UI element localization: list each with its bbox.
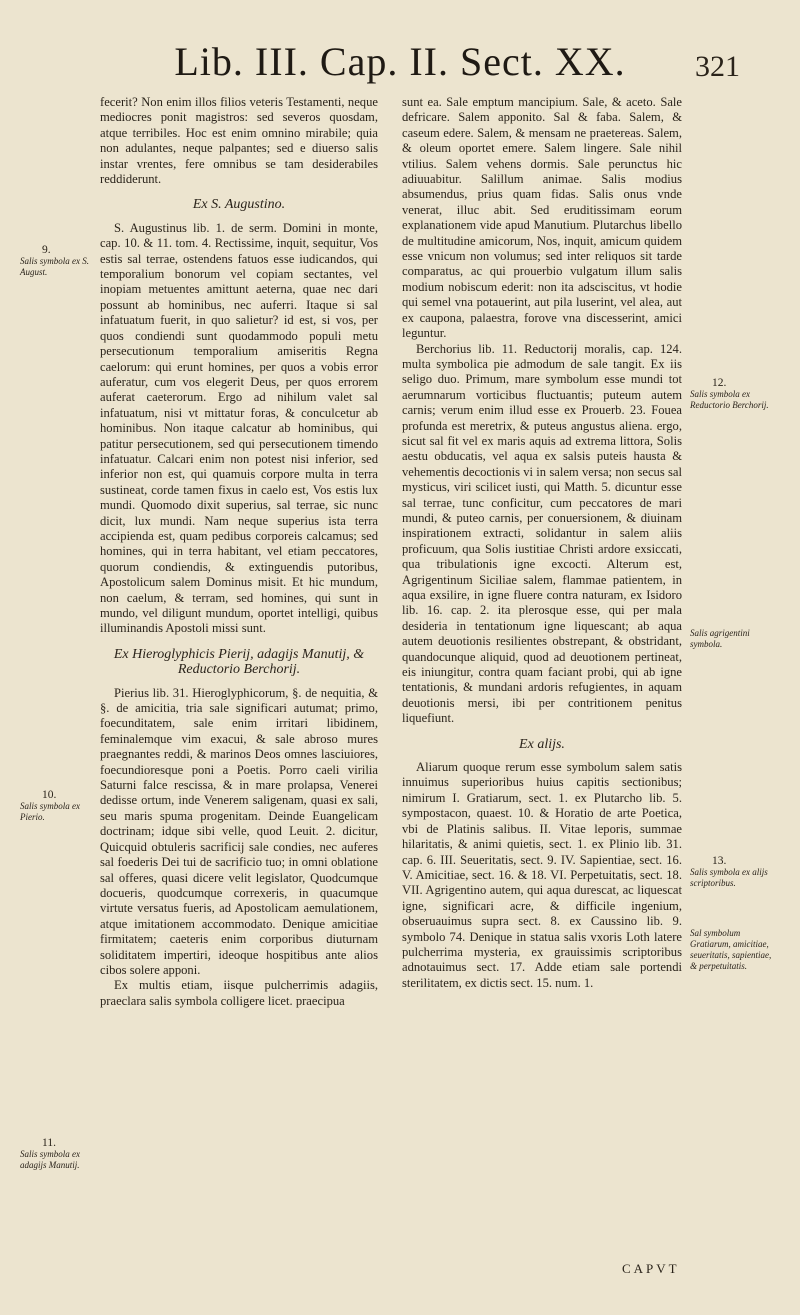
right-paragraph-1: sunt ea. Sale emptum mancipium. Sale, & aceto. Sale defricare. Salem apponito. Sal & faba. Salem, & caseum edere. Salem, & mensam ne praetereas. Salem, & oleum oportet emere. Salem lingere. Sale nihil vtilius. Salem vehens dormis. Sale perunctus hic adiuuabitur. Salillum animae. Salis modius absumendus, prius quam fidas. Salis onus vnde venerat, illuc abit. Sed eruditissimam eorum explanationem vide apud Manutium. Plutarchus libello de multitudine amicorum, Nos, inquit, amicum quidem esse vnicum non volumus; sed inter reliquos sit tarde comparatus, ac qui prouerbio vulgatum illum salis modium nobiscum ederit: non ita adsciscitus, vt hodie qui semel vna potauerint, aut pila luserint, vel alea, aut ex caupona, palaestra, forove vna discesserint, amici leguntur.	[402, 95, 682, 341]
marginal-note-number: 10.	[42, 789, 57, 801]
marginal-note-sal-symbolum	[690, 928, 780, 972]
catchword: CAPVT	[622, 1261, 680, 1276]
marginal-note-10	[20, 790, 102, 823]
section-heading-alijs: Ex alijs.	[519, 736, 565, 752]
marginal-note-number: 11.	[42, 1137, 56, 1149]
right-paragraph-3: Aliarum quoque rerum esse symbolum salem satis innuimus superioribus huius capitis sectionibus; nimirum I. Gratiarum, sect. 1. ex Plutarcho lib. 5. sympostacon, quaest. 10. & Horatio de arte Poetica, vbi de Platinis salibus. II. Vitae leporis, summae hilaritatis, & animi quietis, sect. 1. ex Plinio lib. 31. cap. 6. III. Seueritatis, sect. 9. IV. Sapientiae, sect. 16. V. Amicitiae, sect. 16. & 18. VI. Perpetuitatis, sect. 18. VII. Agrigentino autem, qui aqua durescat, ac liquescat igne, significari acre, & difficile ingenium, obseruauimus supra sect. 8. ex Caussino lib. 9. symbolo 74. Denique in statua salis vxoris Loth latere pulcherrima mysteria, ex grauissimis scriptoribus adnotauimus sect. 17. Adde etiam sale portendi sterilitatem, ex dictis sect. 15. num. 1.	[402, 760, 682, 990]
marginal-note-text: Salis symbola ex adagijs Manutij.	[20, 1149, 80, 1170]
right-column	[402, 95, 682, 991]
section-heading-pierius: Ex Hieroglyphicis Pierij, adagijs Manutij, & Reductorio Berchorij.	[113, 646, 365, 678]
right-paragraph-2: Berchorius lib. 11. Reductorij moralis, cap. 124. multa symbolica pie admodum de sale tangit. Ex iis seligo duo. Primum, mare symbolum esse mundi tot aerumnarum vorticibus fluctuantis; puteum autem carnis; verum enim illud esse ex Prouerb. 23. Fouea profunda est meretrix, & puteus angustus aliena. ergo, sicut sal fit vel ex maris aquis ad extrema littora, Solis aestu obducatis, vel aqua ex salsis puteis hausta & vehementis decoctionis vi in salem versa; non secus sal mysticus, viri scilicet iusti, qui Matth. 5. dicuntur esse sal terrae, tunc conficitur, cum peccatores de mari mundi, & puteo carnis, per conuersionem, & diuinam inspirationem extracti, solidantur in salem aliis proficuum, qua Solis iustitiae Christi ardore exsiccati, qua tribulationis igne excocti. Alterum est, Agrigentinum Siciliae salem, flammae patientem, in aqua exsilire, in igne fluere contra naturam, ex Isidoro lib. 16. cap. 2. ita plerosque esse, qui per mala desideria in tentationum igne liquescant; ab aqua autem deuotionis resilientes obstrepant, & obstridant, quandocunque aliquid, quod ad deuotionem pertineat, eis iniungitur, contra quam faciant probi, qui ab igne tentationis, & mundani ardoris refugientes, in aquam deuotionis mersi, ibi per contritionem penitus liquefiunt.	[402, 341, 682, 726]
marginal-note-number: 12.	[712, 377, 727, 389]
marginal-note-text: Salis symbola ex Pierio.	[20, 801, 80, 822]
left-paragraph-2: S. Augustinus lib. 1. de serm. Domini in monte, cap. 10. & 11. tom. 4. Rectissime, inquit, sequitur, Vos estis sal terrae, ostendens fatuos esse iudicandos, qui temporalium bonorum vel copiam sectantes, vel inopiam metuentes amittunt aeterna, quae nec dari possunt ab hominibus, nec auferri. Itaque si sal infatuatum fuerit, in quo salietur? id est, si vos, per quos condiendi sunt quodammodo populi metu persecutionum temporalium amiseritis Regna caelorum: qui erunt homines, per quos a vobis error auferatur, cum vos elegerit Deus, per quos errorem auferat caeterorum. Ergo ad nihilum valet sal infatuatum, nisi vt mittatur foras, & conculcetur ab hominibus. Non itaque calcatur ab hominibus, qui patitur persecutionem, sed qui persecutionem timendo infatuatur. Calcari enim non potest nisi inferior, sed inferior non est, qui quamuis corpore multa in terra sustineat, corde tamen fixus in caelo est, Vos estis lux mundi. Quomodo dixit superius, sal terrae, sic nunc dicit, lux mundi. Nam neque superius ista terra accipienda est, quam pedibus corporeis calcamus; sed homines, qui in terra habitant, vel etiam peccatores, quorum condiendis, & extinguendis putoribus, Apostolicum salem Dominus misit. Et hic mundum, non caelum, & terram, sed homines, qui sunt in mundo, vel diligunt mundum, oportet intelligi, quibus illuminandis Apostoli missi sunt.	[100, 220, 378, 636]
marginal-note-text: Sal symbolum Gratiarum, amicitiae, seueritatis, sapientiae, & perpetuitatis.	[690, 928, 772, 971]
marginal-note-agrigentini	[690, 628, 780, 650]
page-number: 321	[695, 50, 740, 83]
marginal-note-13	[690, 856, 780, 889]
marginal-note-12	[690, 378, 780, 411]
marginal-note-text: Salis symbola ex S. August.	[20, 256, 89, 277]
left-paragraph-1: fecerit? Non enim illos filios veteris Testamenti, neque mediocres ponit magistros: sed severos quosdam, atque terribiles. Hoc est enim omnino mirabile; quia non adulantes, neque palpantes; sed e diuerso salis instar vrentes, fere omnibus se tam desiderabiles reddiderunt.	[100, 95, 378, 187]
marginal-note-text: Salis symbola ex Reductorio Berchorij.	[690, 389, 769, 410]
left-column	[100, 95, 378, 1009]
marginal-note-number: 9.	[42, 244, 51, 256]
left-paragraph-4: Ex multis etiam, iisque pulcherrimis adagiis, praeclara salis symbola colligere licet. praecipua	[100, 978, 378, 1008]
marginal-note-text: Salis symbola ex alijs scriptoribus.	[690, 867, 768, 888]
marginal-note-text: Salis agrigentini symbola.	[690, 628, 750, 649]
running-head: Lib. III. Cap. II. Sect. XX.	[174, 39, 626, 84]
marginal-note-number: 13.	[712, 855, 727, 867]
marginal-note-11	[20, 1138, 102, 1171]
marginal-note-9	[20, 245, 102, 278]
left-paragraph-3: Pierius lib. 31. Hieroglyphicorum, §. de nequitia, & §. de amicitia, tria sale significari autumat; primo, foecunditatem, sale enim irritari libidinem, feminalemque vim exacui, & sale abroso mures praegnantes reddi, & marinos Deos omnes lasciuiores, foecundioresque poni a Poetis. Porro caeli virilia Saturni falce rescissa, & in mare prolapsa, Venerei dedisse ortum, inde Venerem saligenam, quasi ex sali, seu maris spuma progenitam. Deinde Euangelicam doctrinam; idque sibi velle, quod Leuit. 2. dicitur, Quicquid obtuleris sacrificij sale condies, nec auferes sal foederis Dei tui de sacrificio tuo; in omni oblatione sal offeres, quasi dicere velit legislator, Quodcumque docueris, quodcumque correxeris, in quacumque virtute versatus fueris, ad Apostolicam aemulationem, atque imitationem accommodato. Denique amicitiae firmitatem; caeteris enim corporibus diuturnam soliditatem impertiri, ideoque hospitibus ante alios cibos solere apponi.	[100, 685, 378, 977]
section-heading-augustinus: Ex S. Augustino.	[192, 197, 286, 213]
